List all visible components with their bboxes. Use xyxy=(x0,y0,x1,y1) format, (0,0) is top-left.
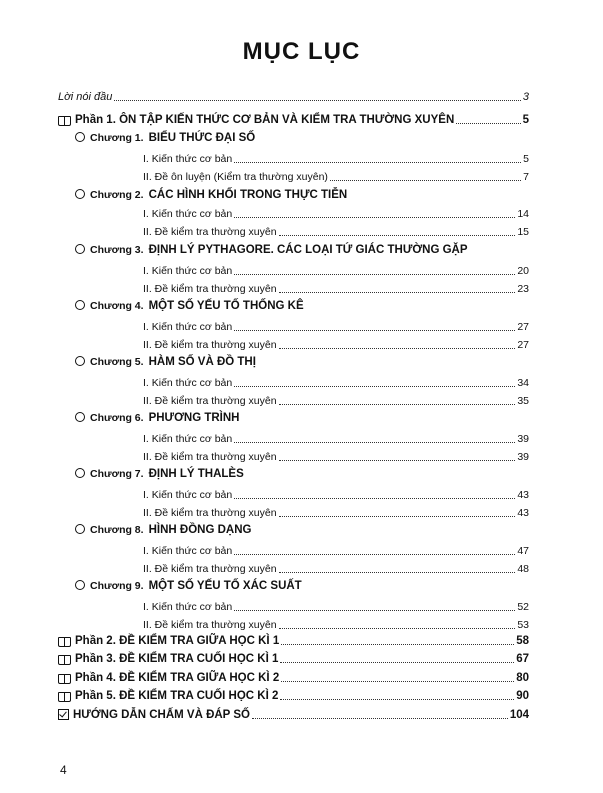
book-icon xyxy=(58,116,71,126)
toc-part-page: 67 xyxy=(516,653,529,665)
chapter-number: Chương 8. xyxy=(90,524,144,536)
toc-item-label: II. Đề kiểm tra thường xuyên xyxy=(143,395,277,407)
toc-chapter-7[interactable] xyxy=(75,468,244,480)
toc-item-page: 20 xyxy=(517,265,529,277)
toc-item-label: I. Kiến thức cơ bản xyxy=(143,265,233,277)
chapter-name: ĐỊNH LÝ THALÈS xyxy=(148,468,244,480)
toc-item-page: 53 xyxy=(517,619,529,631)
toc-item[interactable] xyxy=(143,600,529,614)
toc-item-label: I. Kiến thức cơ bản xyxy=(143,321,233,333)
leader-dots xyxy=(252,718,508,719)
chapter-name: PHƯƠNG TRÌNH xyxy=(148,412,240,424)
toc-part-page: 5 xyxy=(522,114,529,126)
toc-item[interactable] xyxy=(143,450,529,464)
leader-dots xyxy=(279,628,516,629)
book-icon xyxy=(58,674,71,684)
toc-part-label: Phần 1. ÔN TẬP KIẾN THỨC CƠ BẢN VÀ KIỂM TRA THƯỜNG XUYÊN xyxy=(75,114,455,126)
toc-item[interactable] xyxy=(143,488,529,502)
circle-bullet-icon xyxy=(75,189,85,199)
toc-item-label: II. Đề kiểm tra thường xuyên xyxy=(143,226,277,238)
toc-item-label: II. Đề kiểm tra thường xuyên xyxy=(143,619,277,631)
chapter-name: ĐỊNH LÝ PYTHAGORE. CÁC LOẠI TỨ GIÁC THƯỜNG GẶP xyxy=(148,244,468,256)
toc-item-page: 27 xyxy=(517,321,529,333)
toc-item[interactable] xyxy=(143,264,529,278)
toc-item[interactable] xyxy=(143,376,529,390)
circle-bullet-icon xyxy=(75,468,85,478)
toc-part-4[interactable] xyxy=(58,671,529,685)
toc-chapter-2[interactable] xyxy=(75,189,347,201)
toc-item-label: II. Đề kiểm tra thường xuyên xyxy=(143,451,277,463)
toc-item-label: I. Kiến thức cơ bản xyxy=(143,545,233,557)
toc-item-label: II. Đề kiểm tra thường xuyên xyxy=(143,283,277,295)
toc-item[interactable] xyxy=(143,544,529,558)
leader-dots xyxy=(114,100,521,101)
toc-part-label: Phần 5. ĐỀ KIỂM TRA CUỐI HỌC KÌ 2 xyxy=(75,690,279,702)
leader-dots xyxy=(234,386,515,387)
chapter-number: Chương 2. xyxy=(90,189,144,201)
leader-dots xyxy=(279,348,516,349)
toc-item-page: 52 xyxy=(517,601,529,613)
toc-preface-page: 3 xyxy=(522,91,529,103)
toc-item[interactable] xyxy=(143,152,529,166)
circle-bullet-icon xyxy=(75,244,85,254)
toc-item-label: I. Kiến thức cơ bản xyxy=(143,208,233,220)
page-title: MỤC LỤC xyxy=(242,38,361,65)
toc-item-page: 14 xyxy=(517,208,529,220)
toc-item-label: I. Kiến thức cơ bản xyxy=(143,377,233,389)
toc-item-page: 23 xyxy=(517,283,529,295)
toc-item-page: 39 xyxy=(517,433,529,445)
chapter-name: MỘT SỐ YẾU TỐ XÁC SUẤT xyxy=(148,580,302,592)
toc-answers-page: 104 xyxy=(509,709,529,721)
toc-chapter-4[interactable] xyxy=(75,300,304,312)
leader-dots xyxy=(234,610,515,611)
leader-dots xyxy=(234,442,515,443)
chapter-number: Chương 6. xyxy=(90,412,144,424)
toc-chapter-9[interactable] xyxy=(75,580,302,592)
leader-dots xyxy=(234,554,515,555)
toc-item[interactable] xyxy=(143,432,529,446)
leader-dots xyxy=(281,681,514,682)
toc-chapter-8[interactable] xyxy=(75,524,251,536)
book-icon xyxy=(58,637,71,647)
toc-part-page: 80 xyxy=(516,672,529,684)
toc-part-2[interactable] xyxy=(58,634,529,648)
toc-item-page: 34 xyxy=(517,377,529,389)
toc-item[interactable] xyxy=(143,170,529,184)
toc-item-label: I. Kiến thức cơ bản xyxy=(143,153,233,165)
toc-item-page: 39 xyxy=(517,451,529,463)
chapter-name: HÀM SỐ VÀ ĐỒ THỊ xyxy=(148,356,256,368)
toc-item-page: 35 xyxy=(517,395,529,407)
toc-item-page: 47 xyxy=(517,545,529,557)
chapter-number: Chương 7. xyxy=(90,468,144,480)
page-number: 4 xyxy=(60,763,67,777)
chapter-number: Chương 1. xyxy=(90,132,144,144)
chapter-number: Chương 9. xyxy=(90,580,144,592)
toc-chapter-3[interactable] xyxy=(75,244,468,256)
leader-dots xyxy=(279,404,516,405)
chapter-number: Chương 4. xyxy=(90,300,144,312)
toc-chapter-6[interactable] xyxy=(75,412,239,424)
toc-part-label: Phần 4. ĐỀ KIỂM TRA GIỮA HỌC KÌ 2 xyxy=(75,672,280,684)
leader-dots xyxy=(456,123,520,124)
leader-dots xyxy=(279,460,516,461)
circle-bullet-icon xyxy=(75,356,85,366)
toc-item-page: 48 xyxy=(517,563,529,575)
toc-item-page: 27 xyxy=(517,339,529,351)
toc-part-3[interactable] xyxy=(58,652,529,666)
toc-item-page: 7 xyxy=(523,171,529,183)
toc-item-page: 43 xyxy=(517,489,529,501)
toc-part-label: Phần 2. ĐỀ KIỂM TRA GIỮA HỌC KÌ 1 xyxy=(75,635,280,647)
chapter-name: BIỂU THỨC ĐẠI SỐ xyxy=(148,132,256,144)
toc-part-5[interactable] xyxy=(58,689,529,703)
toc-item-label: II. Đề kiểm tra thường xuyên xyxy=(143,339,277,351)
toc-item-label: II. Đề ôn luyện (Kiểm tra thường xuyên) xyxy=(143,171,328,183)
circle-bullet-icon xyxy=(75,132,85,142)
toc-item[interactable] xyxy=(143,338,529,352)
leader-dots xyxy=(234,330,515,331)
chapter-name: MỘT SỐ YẾU TỐ THỐNG KÊ xyxy=(148,300,304,312)
leader-dots xyxy=(279,572,516,573)
toc-part-page: 58 xyxy=(516,635,529,647)
toc-item[interactable] xyxy=(143,618,529,632)
toc-preface-label: Lời nói đầu xyxy=(58,91,113,103)
toc-item-label: I. Kiến thức cơ bản xyxy=(143,433,233,445)
leader-dots xyxy=(281,644,514,645)
toc-item-page: 5 xyxy=(523,153,529,165)
toc-preface[interactable] xyxy=(58,90,529,104)
toc-item-label: II. Đề kiểm tra thường xuyên xyxy=(143,507,277,519)
toc-answers-label: HƯỚNG DẪN CHẤM VÀ ĐÁP SỐ xyxy=(73,709,250,721)
toc-item[interactable] xyxy=(143,282,529,296)
book-icon xyxy=(58,692,71,702)
book-icon xyxy=(58,655,71,665)
chapter-number: Chương 5. xyxy=(90,356,144,368)
chapter-name: HÌNH ĐỒNG DẠNG xyxy=(148,524,252,536)
toc-item-page: 43 xyxy=(517,507,529,519)
leader-dots xyxy=(234,217,515,218)
leader-dots xyxy=(280,662,514,663)
leader-dots xyxy=(279,516,516,517)
leader-dots xyxy=(234,498,515,499)
toc-item-label: I. Kiến thức cơ bản xyxy=(143,489,233,501)
circle-bullet-icon xyxy=(75,412,85,422)
leader-dots xyxy=(234,274,515,275)
toc-item[interactable] xyxy=(143,207,529,221)
leader-dots xyxy=(280,699,514,700)
checkbox-icon xyxy=(58,709,69,720)
toc-item[interactable] xyxy=(143,506,529,520)
toc-item-label: II. Đề kiểm tra thường xuyên xyxy=(143,563,277,575)
toc-item[interactable] xyxy=(143,225,529,239)
chapter-name: CÁC HÌNH KHỐI TRONG THỰC TIỄN xyxy=(148,189,348,201)
circle-bullet-icon xyxy=(75,524,85,534)
toc-item[interactable] xyxy=(143,562,529,576)
toc-part-1[interactable] xyxy=(58,113,529,127)
leader-dots xyxy=(279,235,516,236)
toc-item-page: 15 xyxy=(517,226,529,238)
toc-item-label: I. Kiến thức cơ bản xyxy=(143,601,233,613)
toc-answers[interactable] xyxy=(58,708,529,722)
circle-bullet-icon xyxy=(75,580,85,590)
circle-bullet-icon xyxy=(75,300,85,310)
toc-item[interactable] xyxy=(143,394,529,408)
toc-chapter-1[interactable] xyxy=(75,132,255,144)
toc-item[interactable] xyxy=(143,320,529,334)
toc-part-page: 90 xyxy=(516,690,529,702)
leader-dots xyxy=(279,292,516,293)
leader-dots xyxy=(234,162,521,163)
chapter-number: Chương 3. xyxy=(90,244,144,256)
leader-dots xyxy=(330,180,521,181)
toc-chapter-5[interactable] xyxy=(75,356,256,368)
toc-part-label: Phần 3. ĐỀ KIỂM TRA CUỐI HỌC KÌ 1 xyxy=(75,653,279,665)
